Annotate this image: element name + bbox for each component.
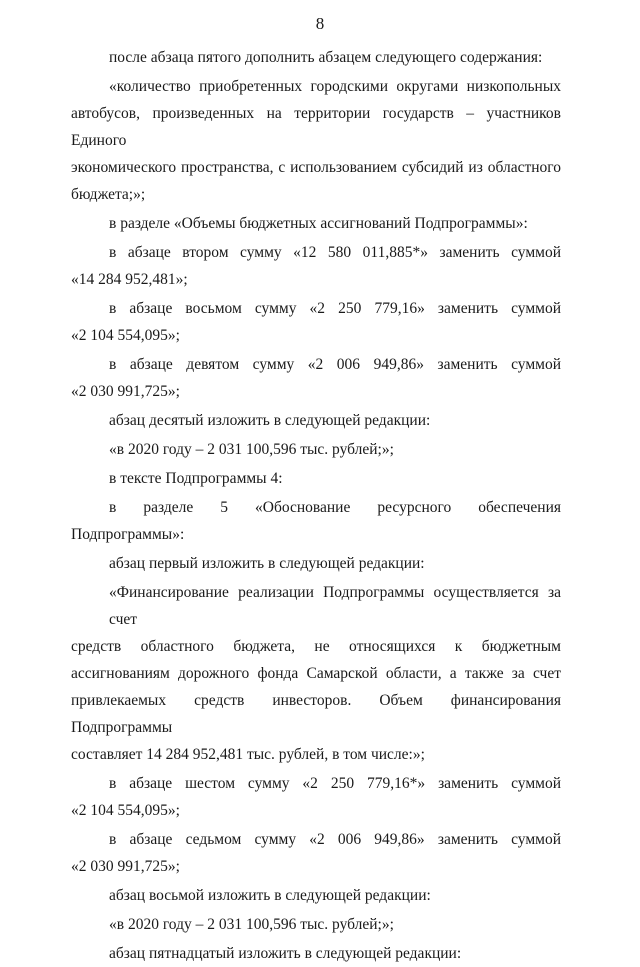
text-line: «в 2020 году – 2 031 100,596 тыс. рублей;»; (109, 916, 394, 933)
text-line: составляет 14 284 952,481 тыс. рублей, в том числе:»; (71, 746, 425, 763)
text-line: «2 104 554,095»; (71, 802, 180, 819)
text-line: экономического пространства, с использованием субсидий из областного (71, 159, 561, 176)
text-line: «Финансирование реализации Подпрограммы осуществляется за счет (109, 584, 561, 628)
text-line: бюджета;»; (71, 186, 146, 203)
text-line: «2 104 554,095»; (71, 327, 180, 344)
text-line: абзац десятый изложить в следующей редакции: (109, 412, 431, 429)
text-line: «количество приобретенных городскими округами низкопольных (109, 78, 561, 95)
text-line: «2 030 991,725»; (71, 858, 180, 875)
paragraph (71, 295, 561, 349)
text-line: в разделе 5 «Обоснование ресурсного обеспечения Подпрограммы»: (71, 499, 561, 543)
text-line: ассигнованиям дорожного фонда Самарской области, а также за счет (71, 665, 561, 682)
paragraph (71, 44, 561, 71)
paragraph (71, 940, 561, 967)
text-line: абзац восьмой изложить в следующей редакции: (109, 887, 431, 904)
paragraph (71, 465, 561, 492)
text-line: в абзаце седьмом сумму «2 006 949,86» заменить суммой (109, 831, 561, 848)
text-line: в тексте Подпрограммы 4: (109, 470, 283, 487)
text-line: привлекаемых средств инвесторов. Объем финансирования Подпрограммы (71, 692, 561, 736)
text-line: абзац пятнадцатый изложить в следующей редакции: (109, 945, 462, 962)
text-line: «14 284 952,481»; (71, 271, 188, 288)
paragraph (71, 550, 561, 577)
text-line: в абзаце втором сумму «12 580 011,885*» заменить суммой (109, 244, 561, 261)
text-line: в абзаце восьмом сумму «2 250 779,16» заменить суммой (109, 300, 561, 317)
paragraph (71, 436, 561, 463)
paragraph (71, 210, 561, 237)
text-line: в абзаце шестом сумму «2 250 779,16*» заменить суммой (109, 775, 561, 792)
paragraph (71, 239, 561, 293)
document-body (71, 44, 561, 967)
paragraph (71, 770, 561, 824)
text-line: автобусов, произведенных на территории государств – участников Единого (71, 105, 561, 149)
paragraph (71, 407, 561, 434)
text-line: абзац первый изложить в следующей редакции: (109, 555, 425, 572)
paragraph (71, 494, 561, 548)
paragraph (71, 826, 561, 880)
text-line: в абзаце девятом сумму «2 006 949,86» заменить суммой (109, 356, 561, 373)
text-line: «2 030 991,725»; (71, 383, 180, 400)
paragraph (71, 579, 561, 768)
paragraph (71, 911, 561, 938)
page-number: 8 (315, 14, 325, 33)
paragraph (71, 351, 561, 405)
text-line: средств областного бюджета, не относящихся к бюджетным (71, 638, 561, 655)
text-line: «в 2020 году – 2 031 100,596 тыс. рублей;»; (109, 441, 394, 458)
text-line: после абзаца пятого дополнить абзацем следующего содержания: (109, 49, 543, 66)
text-line: в разделе «Объемы бюджетных ассигнований Подпрограммы»: (109, 215, 528, 232)
paragraph (71, 73, 561, 208)
